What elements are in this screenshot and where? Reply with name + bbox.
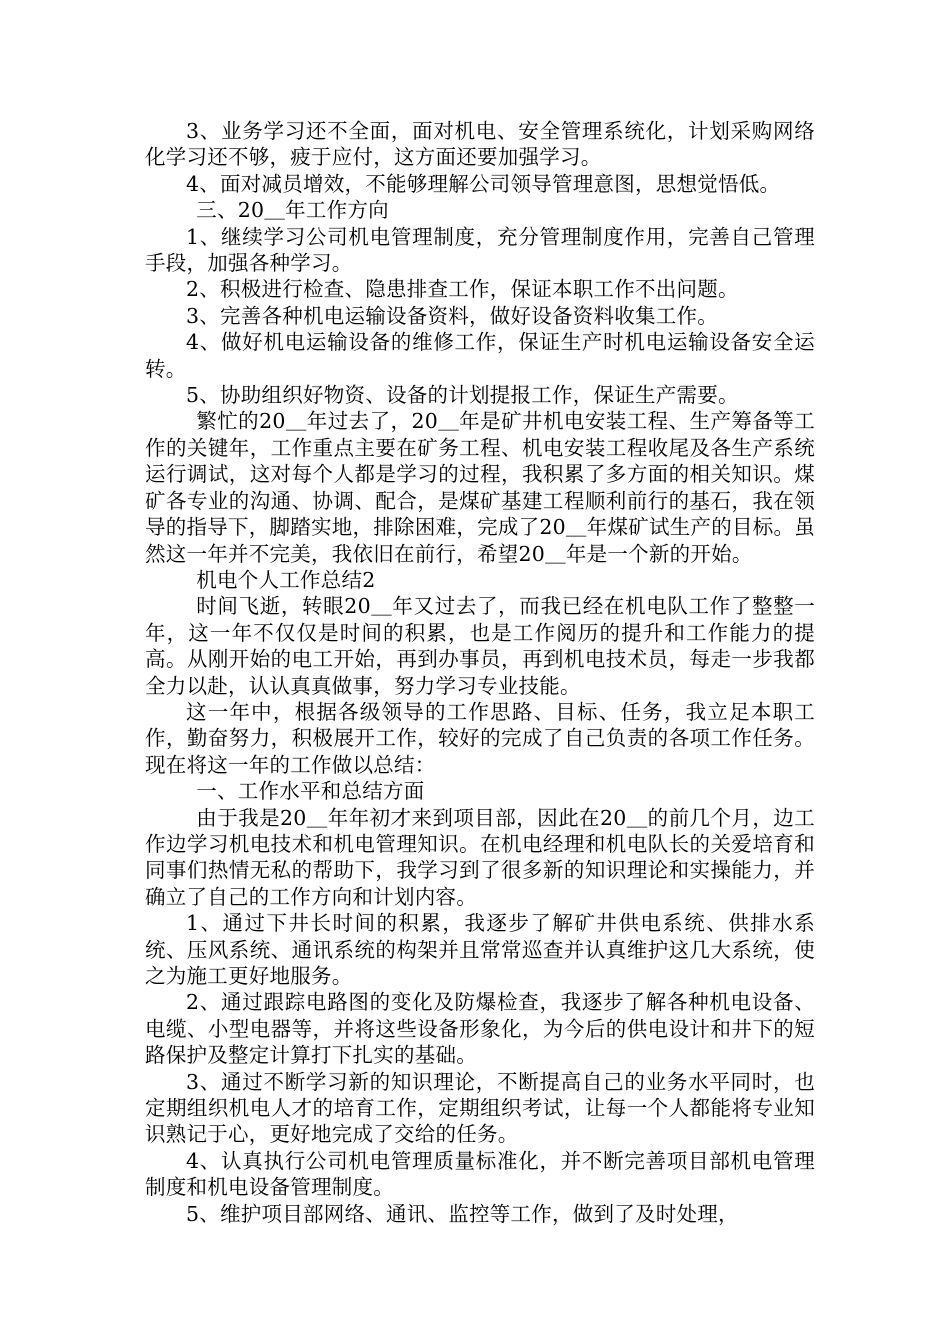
paragraph-16: 2、通过跟踪电路图的变化及防爆检查，我逐步了解各种机电设备、电缆、小型电器等，并将这些设备形象化，为今后的供电设计和井下的短路保护及整定计算打下扎实的基础。 <box>145 990 815 1068</box>
paragraph-2: 4、面对减员增效，不能够理解公司领导管理意图，思想觉悟低。 <box>186 171 781 196</box>
paragraph-7: 4、做好机电运输设备的维修工作，保证生产时机电运输设备安全运转。 <box>145 330 815 381</box>
paragraph-15: 1、通过下井长时间的积累，我逐步了解矿井供电系统、供排水系统、压风系统、通讯系统的构架并且常常巡查并认真维护这几大系统，使之为施工更好地服务。 <box>145 911 815 988</box>
paragraph-6: 3、完善各种机电运输设备资料，做好设备资料收集工作。 <box>186 303 719 328</box>
paragraph-11: 时间飞逝，转眼20＿年又过去了，而我已经在机电队工作了整整一年，这一年不仅仅是时间的积累，也是工作阅历的提升和工作能力的提高。从刚开始的电工开始，再到办事员，再到机电技术员，每走一步我都全力以赴，认认真真做事，努力学习专业技能。 <box>145 594 815 698</box>
section-title-summary-2: 机电个人工作总结2 <box>196 567 376 592</box>
paragraph-4: 1、继续学习公司机电管理制度，充分管理制度作用，完善自己管理手段，加强各种学习。 <box>145 224 815 276</box>
paragraph-9: 繁忙的20＿年过去了，20＿年是矿井机电安装工程、生产筹备等工作的关键年，工作重点主要在矿务工程、机电安装工程收尾及各生产系统运行调试，这对每个人都是学习的过程，我积累了多方面的相关知识。煤矿各专业的沟通、协调、配合，是煤矿基建工程顺利前行的基石，我在领导的指导下，脚踏实地，排除困难，完成了20＿年煤矿试生产的目标。虽然这一年并不完美，我依旧在前行，希望20＿年是一个新的开始。 <box>145 409 815 566</box>
paragraph-14: 由于我是20＿年年初才来到项目部，因此在20＿的前几个月，边工作边学习机电技术和机电管理知识。在机电经理和机电队长的关爱培育和同事们热情无私的帮助下，我学习到了很多新的知识理论和实操能力，并确立了自己的工作方向和计划内容。 <box>145 805 815 909</box>
paragraph-19: 5、维护项目部网络、通讯、监控等工作，做到了及时处理， <box>186 1201 739 1226</box>
paragraph-18: 4、认真执行公司机电管理质量标准化，并不断完善项目部机电管理制度和机电设备管理制度。 <box>145 1148 815 1200</box>
section-heading-work-level: 一、工作水平和总结方面 <box>196 779 425 804</box>
section-heading-work-direction: 三、20＿年工作方向 <box>196 198 389 223</box>
document-page <box>145 118 815 1227</box>
paragraph-12: 这一年中，根据各级领导的工作思路、目标、任务，我立足本职工作，勤奋努力，积极展开工作，较好的完成了自己负责的各项工作任务。现在将这一年的工作做以总结： <box>145 699 815 777</box>
paragraph-8: 5、协助组织好物资、设备的计划提报工作，保证生产需要。 <box>186 383 739 408</box>
paragraph-1: 3、业务学习还不全面，面对机电、安全管理系统化，计划采购网络化学习还不够，疲于应付，这方面还要加强学习。 <box>145 119 815 170</box>
paragraph-5: 2、积极进行检查、隐患排查工作，保证本职工作不出问题。 <box>186 277 739 302</box>
paragraph-17: 3、通过不断学习新的知识理论，不断提高自己的业务水平同时，也定期组织机电人才的培育工作，定期组织考试，让每一个人都能将专业知识熟记于心，更好地完成了交给的任务。 <box>145 1069 815 1147</box>
